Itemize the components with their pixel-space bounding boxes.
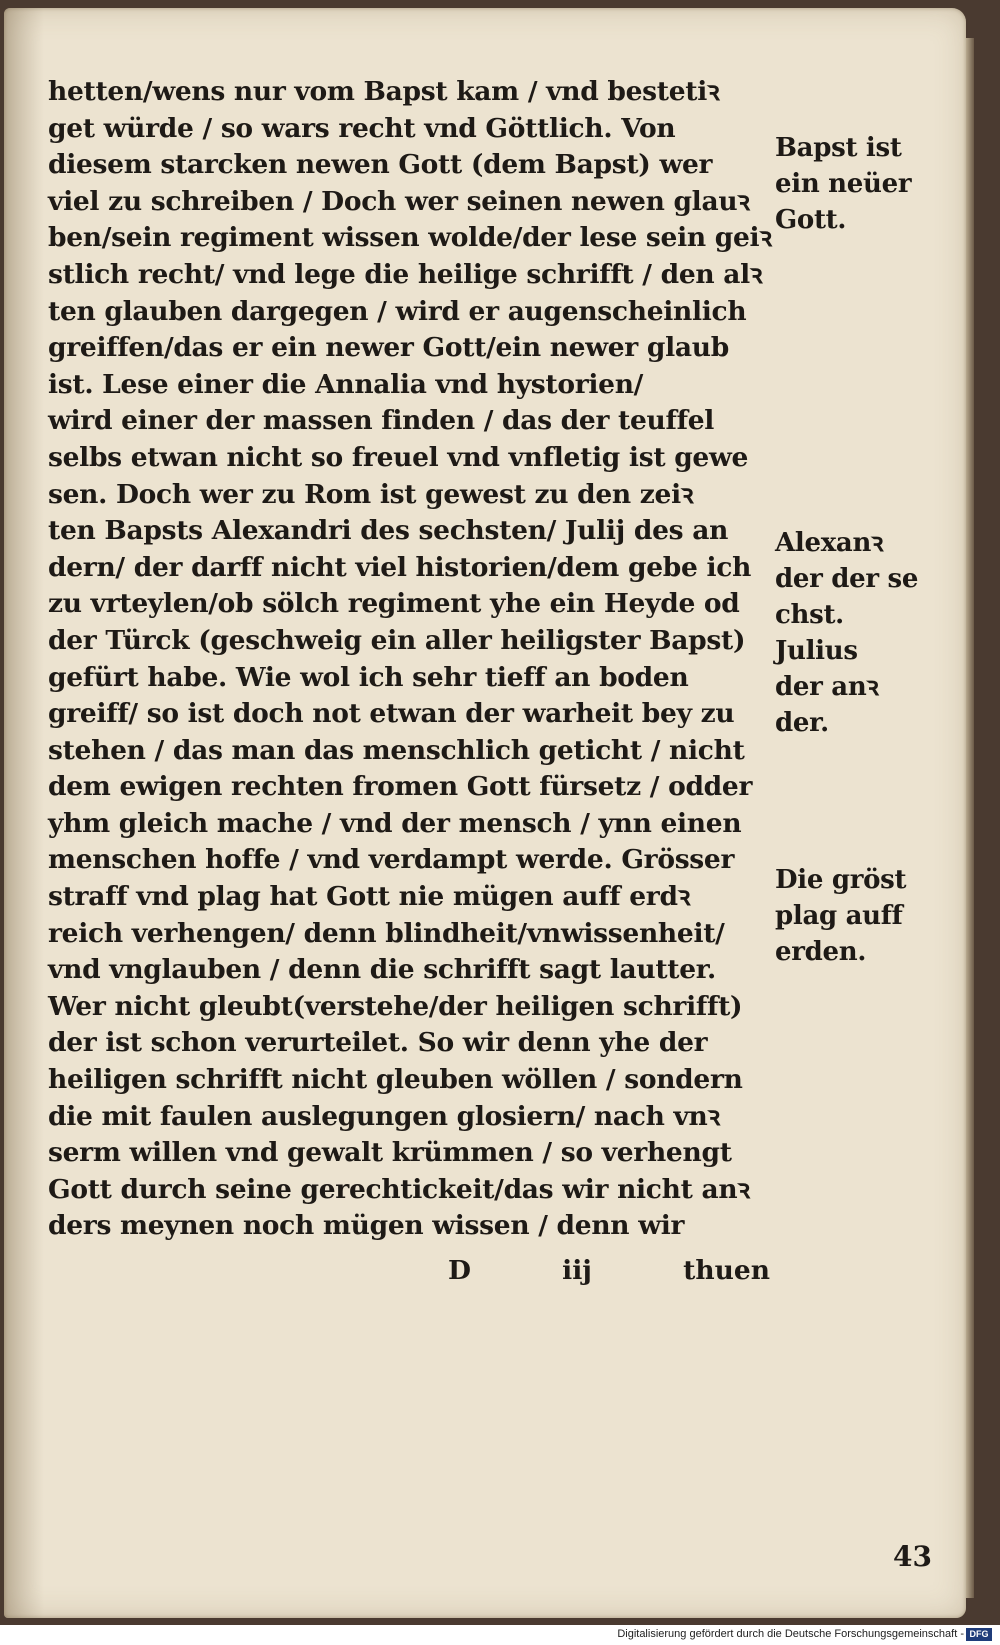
text-line: reich verhengen/ denn blindheit/vnwissenheit/ — [48, 917, 725, 949]
marginal-note-line: chst. — [775, 600, 844, 630]
marginal-note-bapst — [775, 130, 911, 238]
text-line: serm willen vnd gewalt krümmen / so verhengt — [48, 1137, 732, 1169]
marginal-note-line: Julius — [775, 636, 858, 666]
catchline — [448, 1255, 770, 1286]
marginal-note-plag — [775, 862, 906, 970]
text-line: stlich recht/ vnd lege die heilige schrifft / den alꝛ — [48, 258, 763, 290]
text-line: stehen / das man das menschlich geticht / nicht — [48, 734, 745, 766]
gutter-shadow — [4, 8, 44, 1618]
marginal-note-line: Alexanꝛ — [775, 528, 884, 558]
text-line: vnd vnglauben / denn die schrifft sagt lautter. — [48, 954, 716, 986]
marginal-note-line: plag auff — [775, 901, 903, 931]
footer-credit: Digitalisierung gefördert durch die Deutsche Forschungsgemeinschaft - — [617, 1628, 964, 1640]
text-line: diesem starcken newen Gott (dem Bapst) wer — [48, 149, 713, 181]
marginal-note-line: Die gröst — [775, 865, 907, 895]
marginal-note-line: der. — [775, 708, 829, 738]
text-line: gefürt habe. Wie wol ich sehr tieff an boden — [48, 661, 689, 693]
text-line: Wer nicht gleubt(verstehe/der heiligen schrifft) — [48, 990, 743, 1022]
dfg-logo: DFG — [966, 1628, 992, 1641]
marginal-note-line: Bapst ist — [775, 133, 902, 163]
marginal-note-alexander — [775, 525, 918, 633]
folio-number: 43 — [893, 1540, 932, 1573]
text-line: greiffen/das er ein newer Gott/ein newer glaub — [48, 332, 729, 364]
text-line: zu vrteylen/ob sölch regiment yhe ein Heyde od — [48, 588, 740, 620]
marginal-note-line: Gott. — [775, 205, 847, 235]
text-line: greiff/ so ist doch not etwan der warheit bey zu — [48, 698, 735, 730]
text-line: der ist schon verurteilet. So wir denn yhe der — [48, 1027, 708, 1059]
marginal-note-julius — [775, 633, 878, 741]
text-line: hetten/wens nur vom Bapst kam / vnd bestetiꝛ — [48, 76, 720, 107]
text-line: selbs etwan nicht so freuel vnd vnfletig ist gewe — [48, 441, 749, 473]
text-line: get würde / so wars recht vnd Göttlich. Von — [48, 112, 676, 144]
text-line: die mit faulen auslegungen glosiern/ nach vnꝛ — [48, 1100, 720, 1132]
marginal-note-line: ein neüer — [775, 169, 912, 199]
signature-mark: D — [448, 1255, 471, 1286]
text-line: Gott durch seine gerechtickeit/das wir nicht anꝛ — [48, 1173, 750, 1205]
text-line: menschen hoffe / vnd verdampt werde. Grösser — [48, 844, 735, 876]
text-line: ders meynen noch mügen wissen / denn wir — [48, 1210, 685, 1242]
main-text-block — [48, 74, 770, 1245]
text-line: ben/sein regiment wissen wolde/der lese sein geiꝛ — [48, 222, 772, 254]
marginal-note-line: erden. — [775, 937, 867, 967]
signature-number: iij — [562, 1255, 592, 1286]
text-line: heiligen schrifft nicht gleuben wöllen / sondern — [48, 1064, 743, 1096]
text-line: ist. Lese einer die Annalia vnd hystorien/ — [48, 368, 644, 400]
text-line: sen. Doch wer zu Rom ist gewest zu den zeiꝛ — [48, 478, 694, 510]
text-line: ten glauben dargegen / wird er augenscheinlich — [48, 295, 747, 327]
page-edge — [966, 38, 974, 1598]
text-line: viel zu schreiben / Doch wer seinen newen glauꝛ — [48, 185, 750, 217]
text-line: ten Bapsts Alexandri des sechsten/ Julij des an — [48, 515, 729, 547]
text-line: dem ewigen rechten fromen Gott fürsetz / odder — [48, 771, 753, 803]
text-line: yhm gleich mache / vnd der mensch / ynn einen — [48, 807, 742, 839]
marginal-note-line: der anꝛ — [775, 672, 879, 702]
marginal-note-line: der der se — [775, 564, 919, 594]
text-line: straff vnd plag hat Gott nie mügen auff erdꝛ — [48, 881, 690, 913]
text-line: der Türck (geschweig ein aller heiligster Bapst) — [48, 624, 746, 656]
text-line: wird einer der massen finden / das der teuffel — [48, 405, 715, 437]
catchword: thuen — [683, 1255, 770, 1286]
text-line: dern/ der darff nicht viel historien/dem gebe ich — [48, 551, 752, 583]
